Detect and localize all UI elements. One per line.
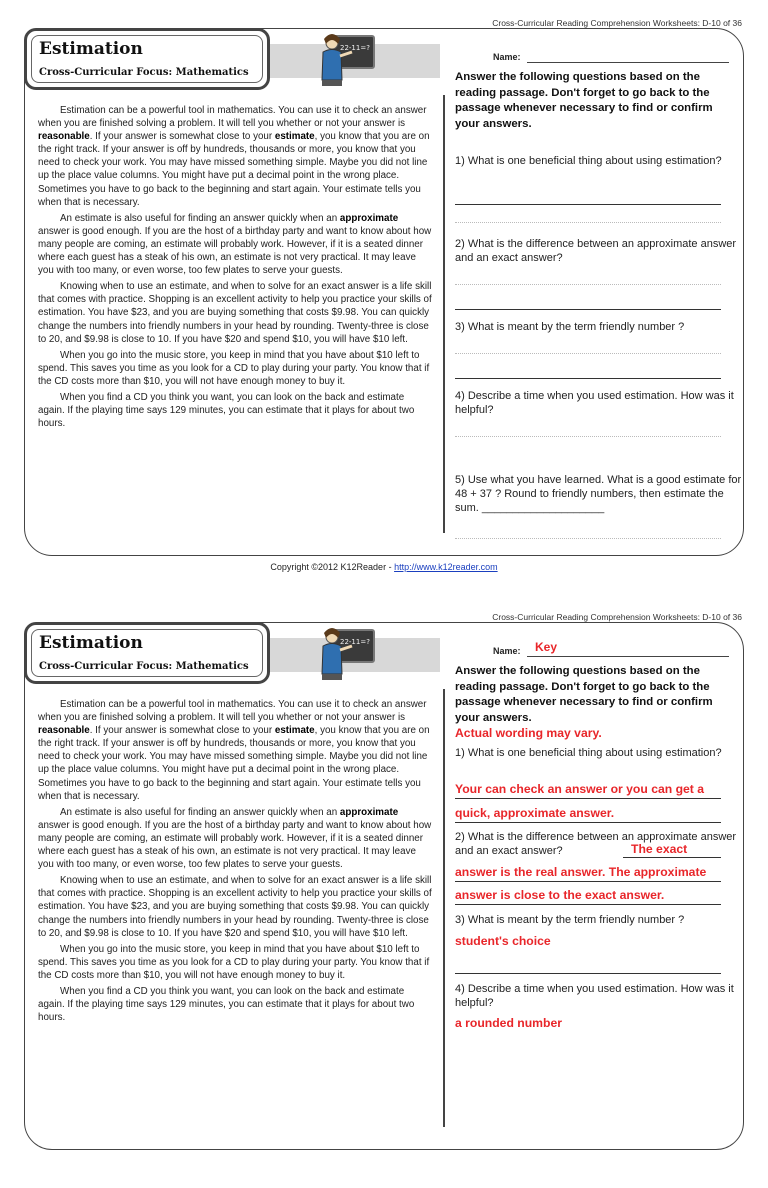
answer-line-2b[interactable] xyxy=(455,881,721,882)
worksheet-focus: Cross-Curricular Focus: Mathematics xyxy=(39,661,249,672)
answer-line-2c[interactable] xyxy=(455,904,721,905)
answer-4: a rounded number xyxy=(455,1016,562,1030)
passage-paragraph-1: Estimation can be a powerful tool in mathematics. You can use it to check an answer when you are finished solving a problem. It will tell you whether or not your answer is reasonable. If your answer is somewhat close to your estimate, you know that you are on the right track. If your answer is off by hundreds, thousands or more, you know that you need to check your work. You may have missed something simple. Maybe you did not line up the place value columns. You might have put a decimal point in the wrong place. Sometimes you have to go back to the beginning and start again. Your estimate tells you when that is necessary. xyxy=(38,105,430,208)
question-1: 1) What is one beneficial thing about using estimation? xyxy=(455,747,722,759)
answer-2-inline: The exact xyxy=(631,842,688,856)
passage-paragraph-1: Estimation can be a powerful tool in mathematics. You can use it to check an answer when you are finished solving a problem. It will tell you whether or not your answer is reasonable. If your answer is somewhat close to your estimate, you know that you are on the right track. If your answer is off by hundreds, thousands or more, you know that you need to check your work. You may have missed something simple. Maybe you did not line up the place value columns. You might have put a decimal point in the wrong place. Sometimes you have to go back to the beginning and start again. Your estimate tells you when that is necessary. xyxy=(38,699,430,802)
name-field[interactable] xyxy=(527,656,729,657)
answer-dotted-1 xyxy=(455,222,721,223)
answer-line-1[interactable] xyxy=(455,798,721,799)
answer-3: student's choice xyxy=(455,934,551,948)
chalkboard-text: 22-11=? xyxy=(340,638,370,646)
answer-1-line-2: quick, approximate answer. xyxy=(455,806,615,820)
answer-dotted-5 xyxy=(455,538,721,539)
passage-paragraph-5: When you find a CD you think you want, you can look on the back and estimate again. If the playing time says 129 minutes, you can estimate that it plays for about two hours. xyxy=(38,985,415,1024)
answer-line-1b[interactable] xyxy=(455,822,721,823)
answer-1-line-1: Your can check an answer or you can get a xyxy=(455,782,705,796)
question-3: 3) What is meant by the term friendly number ? xyxy=(455,914,685,926)
question-4: 4) Describe a time when you used estimation. How was it helpful? xyxy=(455,983,734,1009)
passage-paragraph-4: When you go into the music store, you keep in mind that you have about $10 left to spend. This saves you time as you look for a CD to play during your party. You know that if the CD costs more than $10, you will not have enough money to buy it. xyxy=(38,943,430,981)
passage-paragraph-5: When you find a CD you think you want, you can look on the back and estimate again. If the playing time says 129 minutes, you can estimate that it plays for about two hours. xyxy=(38,391,415,430)
worksheet-title: Estimation xyxy=(39,39,143,59)
answer-2-line-2: answer is the real answer. The approximate xyxy=(455,865,707,879)
copyright-footer: Copyright ©2012 K12Reader - http://www.k12reader.com xyxy=(270,562,498,572)
passage-paragraph-2: An estimate is also useful for finding an answer quickly when an approximate answer is good enough. If you are the host of a birthday party and want to know about how many people are coming, an estimate will probably work. However, if it is a seated dinner where each guest has a steak of his own, an estimate is not very practical. It may leave you with too many, or even worse, too few plates to serve your guests. xyxy=(38,806,432,871)
chalkboard-text: 22-11=? xyxy=(340,44,370,52)
title-tab xyxy=(24,28,270,90)
teacher-chalkboard-icon xyxy=(318,30,378,88)
answer-blank-5[interactable]: ____________________ xyxy=(481,502,605,514)
passage-paragraph-3: Knowing when to use an estimate, and when to solve for an exact answer is a life skill that comes with practice. Shopping is an excellent activity to help you practice your skills of estimation. You have $23, and you are buying something that costs $9.98. You can quickly change the numbers into friendly numbers in your head by rounding. Twenty-three is close to 20, and $9.98 is close to 10. If you have $20 and spend $10, you will have $10 left. xyxy=(38,875,432,939)
passage-paragraph-4: When you go into the music store, you keep in mind that you have about $10 left to spend. This saves you time as you look for a CD to play during your party. You know that if the CD costs more than $10, you will not have enough money to buy it. xyxy=(38,349,430,387)
worksheet-title: Estimation xyxy=(39,633,143,653)
title-tab xyxy=(24,622,270,684)
answer-line-3[interactable] xyxy=(455,378,721,379)
question-3: 3) What is meant by the term friendly number ? xyxy=(455,321,685,333)
answer-dotted-2 xyxy=(455,284,721,285)
answer-line-1[interactable] xyxy=(455,204,721,205)
reading-passage xyxy=(38,104,432,433)
question-2: 2) What is the difference between an approximate answer and an exact answer? xyxy=(455,238,737,264)
teacher-chalkboard-icon xyxy=(318,624,378,682)
worksheet-id: Cross-Curricular Reading Comprehension Worksheets: D-10 of 36 xyxy=(492,18,742,28)
answer-line-2[interactable] xyxy=(455,309,721,310)
instructions: Answer the following questions based on the reading passage. Don't forget to go back to the passage whenever necessary to find or confirm your answers. xyxy=(455,665,713,724)
answer-dotted-3 xyxy=(455,353,721,354)
worksheet-page-answer-key xyxy=(0,594,768,1188)
k12reader-link[interactable]: http://www.k12reader.com xyxy=(394,562,498,572)
worksheet-id: Cross-Curricular Reading Comprehension Worksheets: D-10 of 36 xyxy=(492,612,742,622)
passage-paragraph-2: An estimate is also useful for finding an answer quickly when an approximate answer is good enough. If you are the host of a birthday party and want to know about how many people are coming, an estimate will probably work. However, if it is a seated dinner where each guest has a steak of his own, an estimate is not very practical. It may leave you with too many, or even worse, too few plates to serve your guests. xyxy=(38,212,432,277)
column-divider xyxy=(443,95,445,533)
column-divider xyxy=(443,689,445,1127)
name-key-value: Key xyxy=(535,640,558,654)
answer-dotted-4 xyxy=(455,436,721,437)
reading-passage xyxy=(38,698,432,1027)
question-4: 4) Describe a time when you used estimation. How was it helpful? xyxy=(455,390,734,416)
passage-paragraph-3: Knowing when to use an estimate, and when to solve for an exact answer is a life skill that comes with practice. Shopping is an excellent activity to help you practice your skills of estimation. You have $23, and you are buying something that costs $9.98. You can quickly change the numbers into friendly numbers in your head by rounding. Twenty-three is close to 20, and $9.98 is close to 10. If you have $20 and spend $10, you will have $10 left. xyxy=(38,281,432,345)
question-2: 2) What is the difference between an approximate answer and an exact answer? xyxy=(455,831,737,857)
name-label: Name: xyxy=(493,646,521,656)
answer-2-line-3: answer is close to the exact answer. xyxy=(455,888,665,902)
answer-line-2a[interactable] xyxy=(623,857,721,858)
answer-note: Actual wording may vary. xyxy=(455,726,602,740)
instructions: Answer the following questions based on the reading passage. Don't forget to go back to the passage whenever necessary to find or confirm your answers. xyxy=(455,71,713,130)
name-label: Name: xyxy=(493,52,521,62)
answer-line-3[interactable] xyxy=(455,973,721,974)
question-1: 1) What is one beneficial thing about using estimation? xyxy=(455,155,722,167)
name-field[interactable] xyxy=(527,62,729,63)
question-5: 5) Use what you have learned. What is a good estimate for 48 + 37 ? Round to friendly numbers, then estimate the sum. ____________________ xyxy=(455,474,742,514)
worksheet-focus: Cross-Curricular Focus: Mathematics xyxy=(39,67,249,78)
